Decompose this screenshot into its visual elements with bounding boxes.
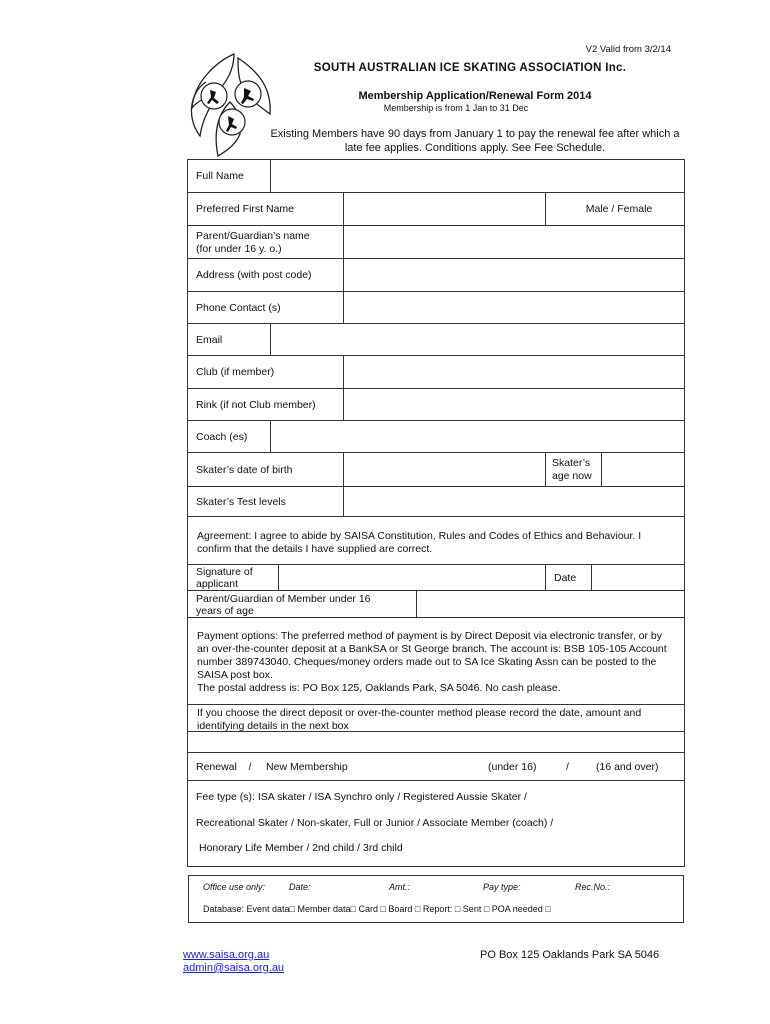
office-use-box bbox=[188, 875, 684, 923]
age-field[interactable] bbox=[602, 453, 684, 487]
office-date-label: Date: bbox=[289, 882, 311, 892]
address-label: Address (with post code) bbox=[196, 269, 312, 281]
preferred-first-name-field[interactable] bbox=[344, 193, 546, 226]
signature-field[interactable] bbox=[279, 565, 546, 591]
signature-label-line2: applicant bbox=[196, 578, 239, 590]
signature-row bbox=[188, 564, 684, 591]
phone-label: Phone Contact (s) bbox=[196, 301, 281, 314]
deposit-details-field[interactable] bbox=[188, 731, 684, 753]
club-label: Club (if member) bbox=[196, 366, 275, 378]
fee-type-line1: Fee type (s): ISA skater / ISA Synchro only / Registered Aussie Skater / bbox=[196, 791, 527, 803]
phone-row bbox=[188, 291, 684, 324]
test-levels-row bbox=[188, 486, 684, 517]
coach-field[interactable] bbox=[271, 421, 684, 453]
coach-label: Coach (es) bbox=[196, 430, 248, 443]
coach-row bbox=[188, 420, 684, 453]
club-field[interactable] bbox=[344, 356, 684, 389]
footer-links bbox=[183, 949, 284, 975]
age-label-line2: age now bbox=[552, 470, 592, 482]
parent-guardian-label-line2: (for under 16 y. o.) bbox=[196, 242, 282, 255]
rink-row bbox=[188, 388, 684, 421]
payment-row bbox=[188, 617, 684, 705]
website-link[interactable]: www.saisa.org.au bbox=[183, 949, 270, 961]
office-amt-label: Amt.: bbox=[389, 882, 411, 892]
membership-period: Membership is from 1 Jan to 31 Dec bbox=[383, 103, 529, 113]
form-title: Membership Application/Renewal Form 2014 bbox=[358, 90, 592, 102]
membership-type-row bbox=[188, 752, 684, 781]
address-row bbox=[188, 258, 684, 292]
version-label: V2 Valid from 3/2/14 bbox=[585, 44, 671, 55]
signature-label-line1: Signature of bbox=[196, 566, 253, 578]
rink-label: Rink (if not Club member) bbox=[196, 398, 316, 411]
office-pay-type-label: Pay type: bbox=[483, 882, 521, 892]
office-database-checklist[interactable]: Database: Event data□ Member data□ Card □ Board □ Report: □ Sent □ POA needed □ bbox=[203, 904, 551, 914]
fee-type-line3: Honorary Life Member / 2nd child / 3rd child bbox=[199, 842, 403, 854]
parent-signature-field[interactable] bbox=[417, 591, 684, 618]
dob-field[interactable] bbox=[344, 453, 546, 487]
payment-options-text: Payment options: The preferred method of payment is by Direct Deposit via electronic transfer, or by an over-the-counter deposit at a BankSA or St George branch. The account is: BSB 105-105 Account number 389743040. Cheques/money orders made out to SA Ice Skating Assn can be posted to the SAISA post box. bbox=[197, 630, 667, 681]
dob-row bbox=[188, 452, 684, 487]
parent-signature-label-line2: years of age bbox=[196, 604, 254, 617]
email-field[interactable] bbox=[271, 324, 684, 356]
date-label: Date bbox=[554, 571, 577, 584]
deposit-note-text: If you choose the direct deposit or over-the-counter method please record the date, amount and identifying details in the next box bbox=[197, 707, 642, 732]
preferred-first-name-label: Preferred First Name bbox=[196, 203, 295, 215]
parent-guardian-row bbox=[188, 225, 684, 259]
date-field[interactable] bbox=[592, 565, 684, 591]
postal-address-text: The postal address is: PO Box 125, Oaklands Park, SA 5046. No cash please. bbox=[197, 682, 561, 694]
agreement-text: Agreement: I agree to abide by SAISA Constitution, Rules and Codes of Ethics and Behaviour. I confirm that the details I have supplied are correct. bbox=[197, 530, 642, 555]
parent-signature-label-line1: Parent/Guardian of Member under 16 bbox=[196, 592, 371, 605]
test-levels-field[interactable] bbox=[344, 487, 684, 517]
footer-address: PO Box 125 Oaklands Park SA 5046 bbox=[480, 949, 660, 961]
renewal-new-option[interactable]: Renewal / New Membership bbox=[196, 761, 348, 773]
address-field[interactable] bbox=[344, 259, 684, 292]
gender-option[interactable]: Male / Female bbox=[585, 203, 653, 215]
email-row bbox=[188, 323, 684, 356]
parent-guardian-field[interactable] bbox=[344, 226, 684, 259]
membership-form bbox=[187, 159, 685, 867]
over16-option[interactable]: (16 and over) bbox=[596, 761, 659, 773]
dob-label: Skater’s date of birth bbox=[196, 463, 293, 476]
phone-field[interactable] bbox=[344, 292, 684, 324]
parent-signature-row bbox=[188, 590, 684, 618]
fee-type-line2: Recreational Skater / Non-skater, Full or Junior / Associate Member (coach) / bbox=[196, 817, 554, 829]
organization-name: SOUTH AUSTRALIAN ICE SKATING ASSOCIATION Inc. bbox=[313, 62, 627, 74]
full-name-row bbox=[188, 160, 684, 192]
full-name-field[interactable] bbox=[271, 160, 684, 192]
club-row bbox=[188, 355, 684, 389]
office-use-label: Office use only: bbox=[203, 882, 266, 892]
full-name-label: Full Name bbox=[196, 169, 244, 182]
office-rec-no-label: Rec.No.: bbox=[575, 882, 611, 892]
age-slash: / bbox=[566, 761, 569, 773]
renewal-notice: Existing Members have 90 days from January 1 to pay the renewal fee after which a late fee applies. Conditions apply. See Fee Schedule. bbox=[270, 128, 680, 154]
agreement-row bbox=[188, 516, 684, 565]
rink-field[interactable] bbox=[344, 389, 684, 421]
fee-type-row bbox=[188, 780, 684, 867]
email-label: Email bbox=[196, 333, 223, 346]
parent-guardian-label-line1: Parent/Guardian’s name bbox=[196, 229, 310, 242]
deposit-note-row bbox=[188, 704, 684, 732]
test-levels-label: Skater’s Test levels bbox=[196, 495, 286, 508]
under16-option[interactable]: (under 16) bbox=[488, 761, 537, 773]
preferred-name-row bbox=[188, 192, 684, 226]
age-label-line1: Skater’s bbox=[552, 457, 591, 469]
email-link[interactable]: admin@saisa.org.au bbox=[183, 962, 285, 974]
